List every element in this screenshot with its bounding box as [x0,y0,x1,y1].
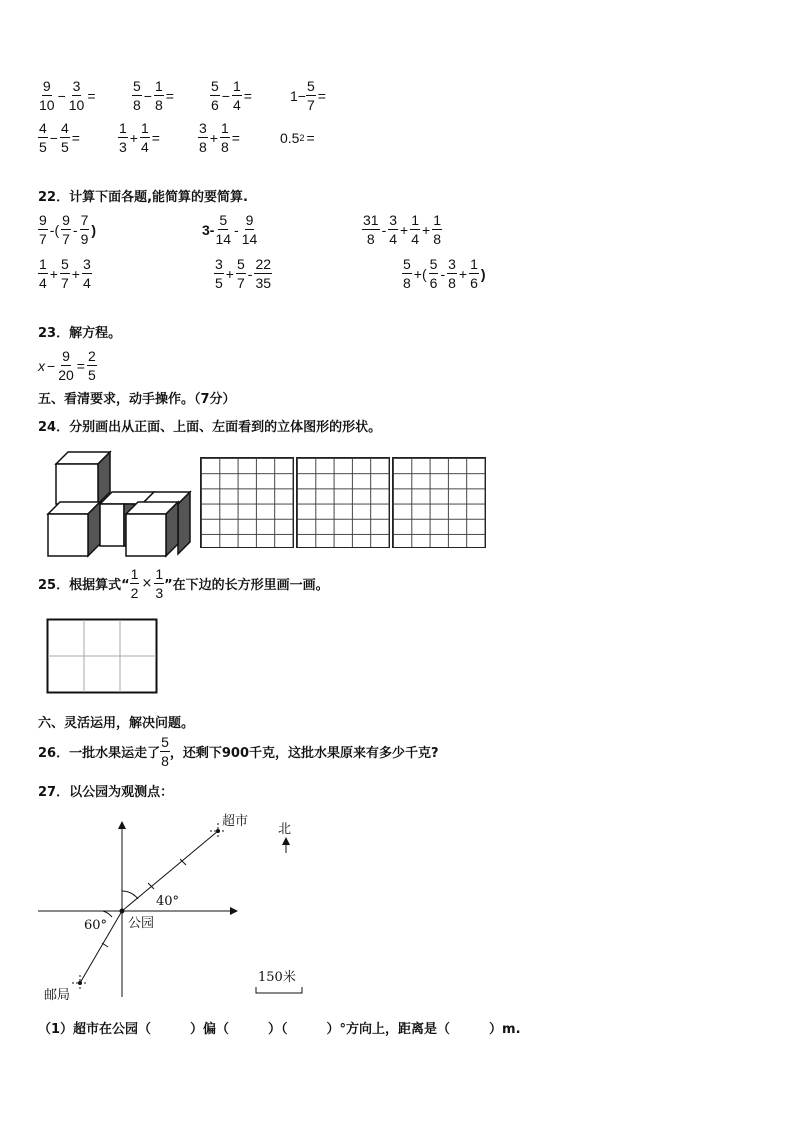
label-angle-60: 60° [84,918,108,933]
label-post-office: 邮局 [44,988,71,1003]
direction-map [30,805,330,1005]
q23-equation: x − $\frac{9}{20}$ = $\frac{2}{5}$ [38,348,96,383]
label-park: 公园 [128,916,155,931]
cube-solid-figure [44,450,192,560]
section6-title: 六、灵活运用，解决问题。 [38,716,195,731]
expr-row2-d: 0.5 2 = [280,130,315,146]
label-scale: 150米 [258,970,296,985]
q27-title: 27．以公园为观测点： [38,785,174,800]
q27-part1: （1）超市在公园（ ）偏（ ）（ ）°方向上，距离是（ ）m. [38,1022,521,1037]
drawing-grid-front[interactable] [200,457,294,548]
section5-title: 五、看清要求，动手操作。（7分） [38,392,236,407]
label-supermarket: 超市 [222,814,249,829]
q23-title: 23．解方程。 [38,326,122,341]
expr-row2-b: $\frac{1}{3}$ + $\frac{1}{4}$ = [119,120,160,155]
q24-title: 24．分别画出从正面、上面、左面看到的立体图形的形状。 [38,420,382,435]
expr-row2-c: $\frac{3}{8}$ + $\frac{1}{8}$ = [199,120,240,155]
drawing-grid-top[interactable] [296,457,390,548]
q22-item5: $\frac{3}{5}$ + $\frac{5}{7}$ - $\frac{22}{35}$ [215,256,272,291]
expr-row1-a: $\frac{9}{10}$ − $\frac{3}{10}$ = [39,78,96,113]
expr-row1-c: $\frac{5}{6}$ − $\frac{1}{4}$ = [211,78,252,113]
expr-row1-b: $\frac{5}{8}$ − $\frac{1}{8}$ = [133,78,174,113]
q22-item4: $\frac{1}{4}$ + $\frac{5}{7}$ + $\frac{3}{4}$ [39,256,91,291]
q26-text: 26．一批水果运走了 $\frac{5}{8}$ ，还剩下900千克，这批水果原来有多少千克? [38,734,439,769]
drawing-grid-left[interactable] [392,457,486,548]
q22-item1: $\frac{9}{7}$ -( $\frac{9}{7}$ - $\frac{7}{9}$ ) [39,212,97,247]
label-angle-40: 40° [156,894,180,909]
q22-title: 22．计算下面各题,能简算的要简算. [38,190,248,205]
q25-title: 25．根据算式“ $\frac{1}{2}$ × $\frac{1}{3}$ ”在下边的长方形里画一画。 [38,566,329,601]
q22-item2: 3- $\frac{5}{14}$ - $\frac{9}{14}$ [202,212,258,247]
q25-rectangle[interactable] [46,618,158,694]
label-north: 北 [278,822,292,837]
expr-row1-d: 1− $\frac{5}{7}$ = [290,78,326,113]
q22-item6: $\frac{5}{8}$ +( $\frac{5}{6}$ - $\frac{3}{8}$ + $\frac{1}{6}$ ) [403,256,486,291]
q22-item3: $\frac{31}{8}$ - $\frac{3}{4}$ + $\frac{1}{4}$ + $\frac{1}{8}$ [363,212,442,247]
expr-row2-a: $\frac{4}{5}$ − $\frac{4}{5}$ = [39,120,80,155]
